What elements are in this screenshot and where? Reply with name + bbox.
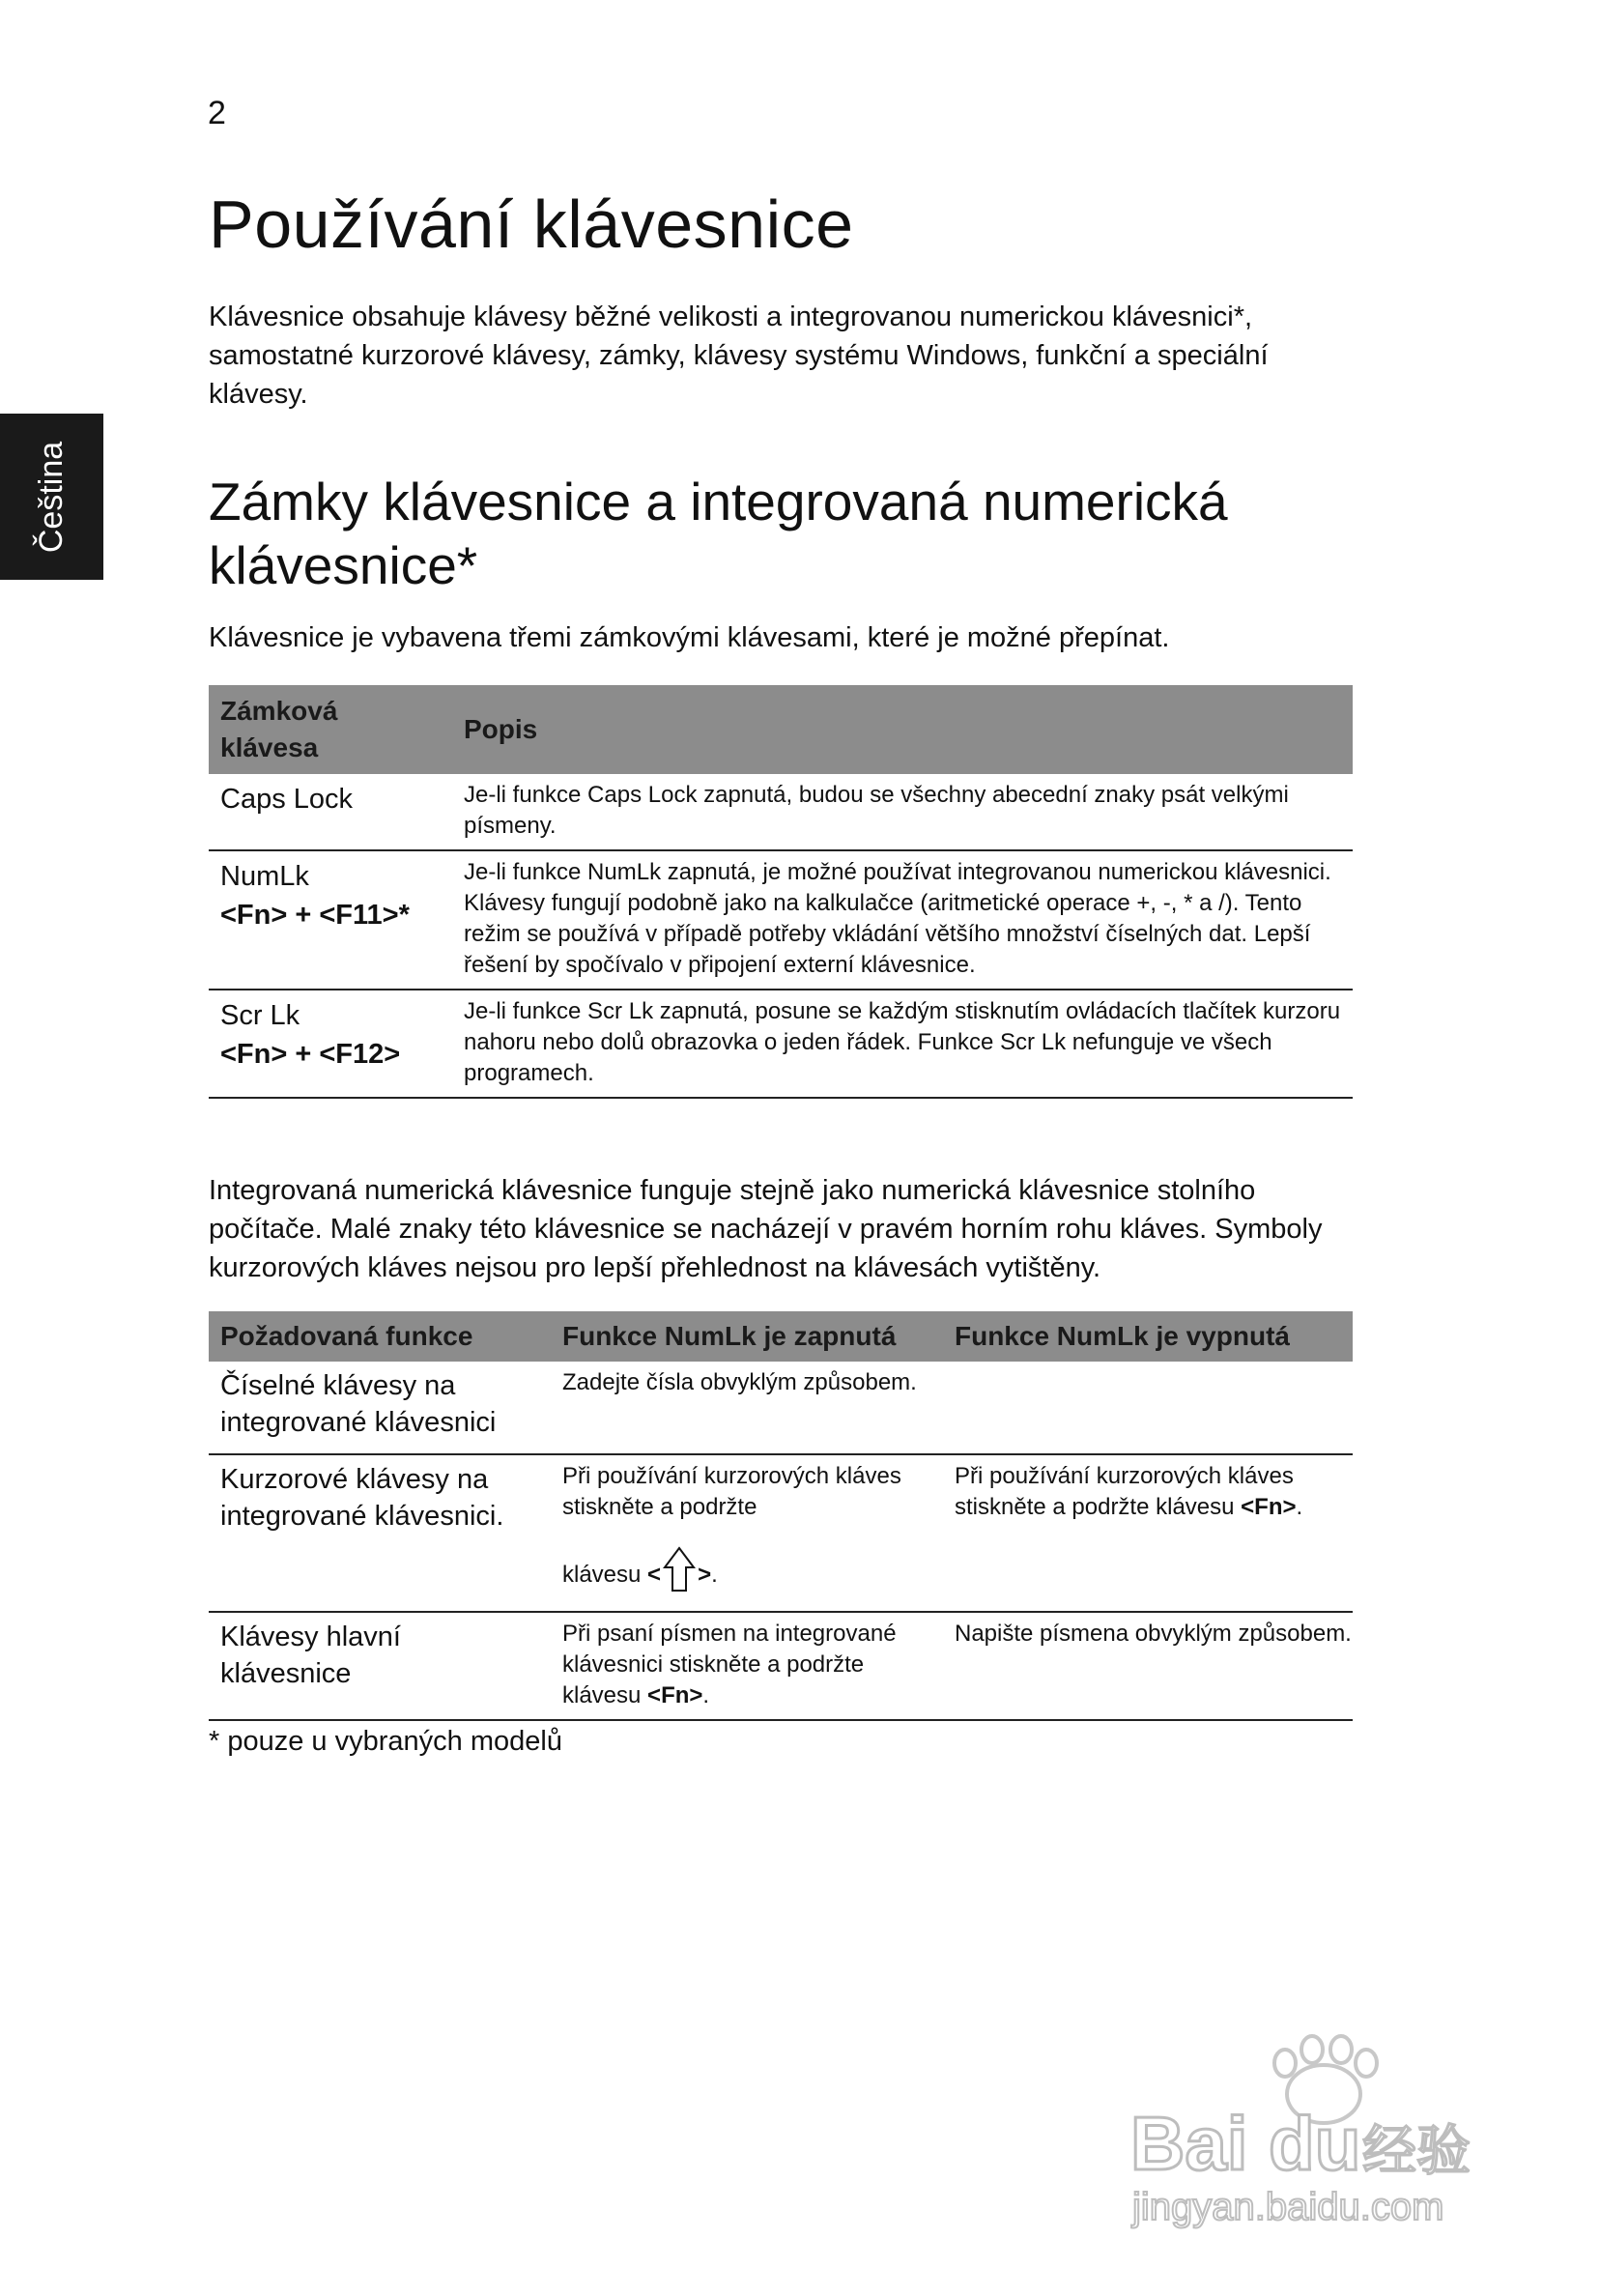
numlk-off-cell [943,1362,1353,1454]
language-tab [0,414,103,580]
shift-key-end: . [711,1561,718,1588]
function-cell: Číselné klávesy na integrované klávesnici [209,1362,551,1454]
function-cell: Kurzorové klávesy na integrované klávesnici. [209,1454,551,1612]
lock-key-name: Caps Lock [220,784,354,815]
table-row [209,1362,1353,1454]
table-header: Funkce NumLk je vypnutá [943,1311,1353,1362]
section-lead: Klávesnice je vybavena třemi zámkovými klávesami, které je možné přepínat. [209,622,1170,653]
baidu-watermark [1121,2034,1507,2237]
page-title: Používání klávesnice [209,187,854,262]
footnote: * pouze u vybraných modelů [209,1726,562,1757]
table-row [209,850,1353,990]
page-number: 2 [208,95,226,131]
numlk-off-end: . [1296,1494,1303,1520]
section-title: Zámky klávesnice a integrovaná numerická klávesnice* [209,472,1228,595]
numlk-on-text: Při psaní písmen na integrované klávesnici stiskněte a podržte klávesu [562,1621,897,1708]
numlk-on-end: . [702,1682,710,1708]
fn-key-label: <Fn> [647,1682,703,1708]
function-table [209,1311,1353,1721]
lock-key-combo: <Fn> + <F11>* [220,900,410,931]
table-row [209,1454,1353,1612]
function-cell: Klávesy hlavní klávesnice [209,1612,551,1720]
numlk-off-text: Při používání kurzorových kláves stiskněte a podržte klávesu [955,1463,1294,1520]
table-header: Zámková klávesa [209,685,452,774]
numlk-off-cell: Napište písmena obvyklým způsobem. [943,1612,1353,1720]
numlk-on-cell [551,1454,943,1612]
shift-key-prefix: klávesu [562,1561,648,1588]
numlk-on-text: Při používání kurzorových kláves stiskněte a podržte [562,1463,901,1520]
lock-key-cell [209,774,452,850]
table-row [209,774,1353,850]
paw-icon [1121,2034,1507,2237]
language-tab-label: Čeština [33,441,70,553]
numlk-off-cell [943,1454,1353,1612]
table-header: Funkce NumLk je zapnutá [551,1311,943,1362]
table-header-row [209,1311,1353,1362]
lock-key-cell [209,990,452,1098]
numpad-paragraph: Integrovaná numerická klávesnice funguje stejně jako numerická klávesnice stolního počítače. Malé znaky této klávesnice se nacházejí v pravém horním rohu kláves. Symboly kurzorových kláves nejsou pro lepší přehlednost na klávesách vytištěny. [209,1175,1323,1283]
lock-key-description: Je-li funkce Caps Lock zapnutá, budou se všechny abecední znaky psát velkými písmeny. [452,774,1353,850]
lock-key-description: Je-li funkce Scr Lk zapnutá, posune se každým stisknutím ovládacích tlačítek kurzoru nahoru nebo dolů obrazovka o jeden řádek. Funkce Scr Lk nefunguje ve všech programech. [452,990,1353,1098]
watermark-chinese: 经验 [1362,2120,1471,2183]
watermark-brand: Bai du [1130,2101,1361,2186]
table-header-row [209,685,1353,774]
table-row [209,990,1353,1098]
shift-key-line [562,1546,931,1603]
fn-key-label: <Fn> [1241,1494,1297,1520]
lock-key-description: Je-li funkce NumLk zapnutá, je možné používat integrovanou numerickou klávesnici. Klávesy fungují podobně jako na kalkulačce (aritmetické operace +, -, * a /). Tento režim se používá v případě potřeby vkládání většího množství číselných dat. Lepší řešení by spočívalo v připojení externí klávesnice. [452,850,1353,990]
lock-keys-table [209,685,1353,1099]
table-header: Požadovaná funkce [209,1311,551,1362]
table-header: Popis [452,685,1353,774]
lock-key-combo: <Fn> + <F12> [220,1039,401,1070]
lock-key-name: NumLk [220,861,309,892]
key-bracket-open: < [647,1561,662,1588]
table-row [209,1612,1353,1720]
numlk-on-cell: Zadejte čísla obvyklým způsobem. [551,1362,943,1454]
watermark-url: jingyan.baidu.com [1132,2186,1444,2228]
numlk-on-cell [551,1612,943,1720]
intro-paragraph: Klávesnice obsahuje klávesy běžné velikosti a integrovanou numerickou klávesnici*, samostatné kurzorové klávesy, zámky, klávesy systému Windows, funkční a speciální klávesy. [209,301,1269,410]
lock-key-cell [209,850,452,990]
shift-arrow-icon [663,1546,696,1603]
lock-key-name: Scr Lk [220,1000,300,1031]
key-bracket-close: > [698,1561,712,1588]
